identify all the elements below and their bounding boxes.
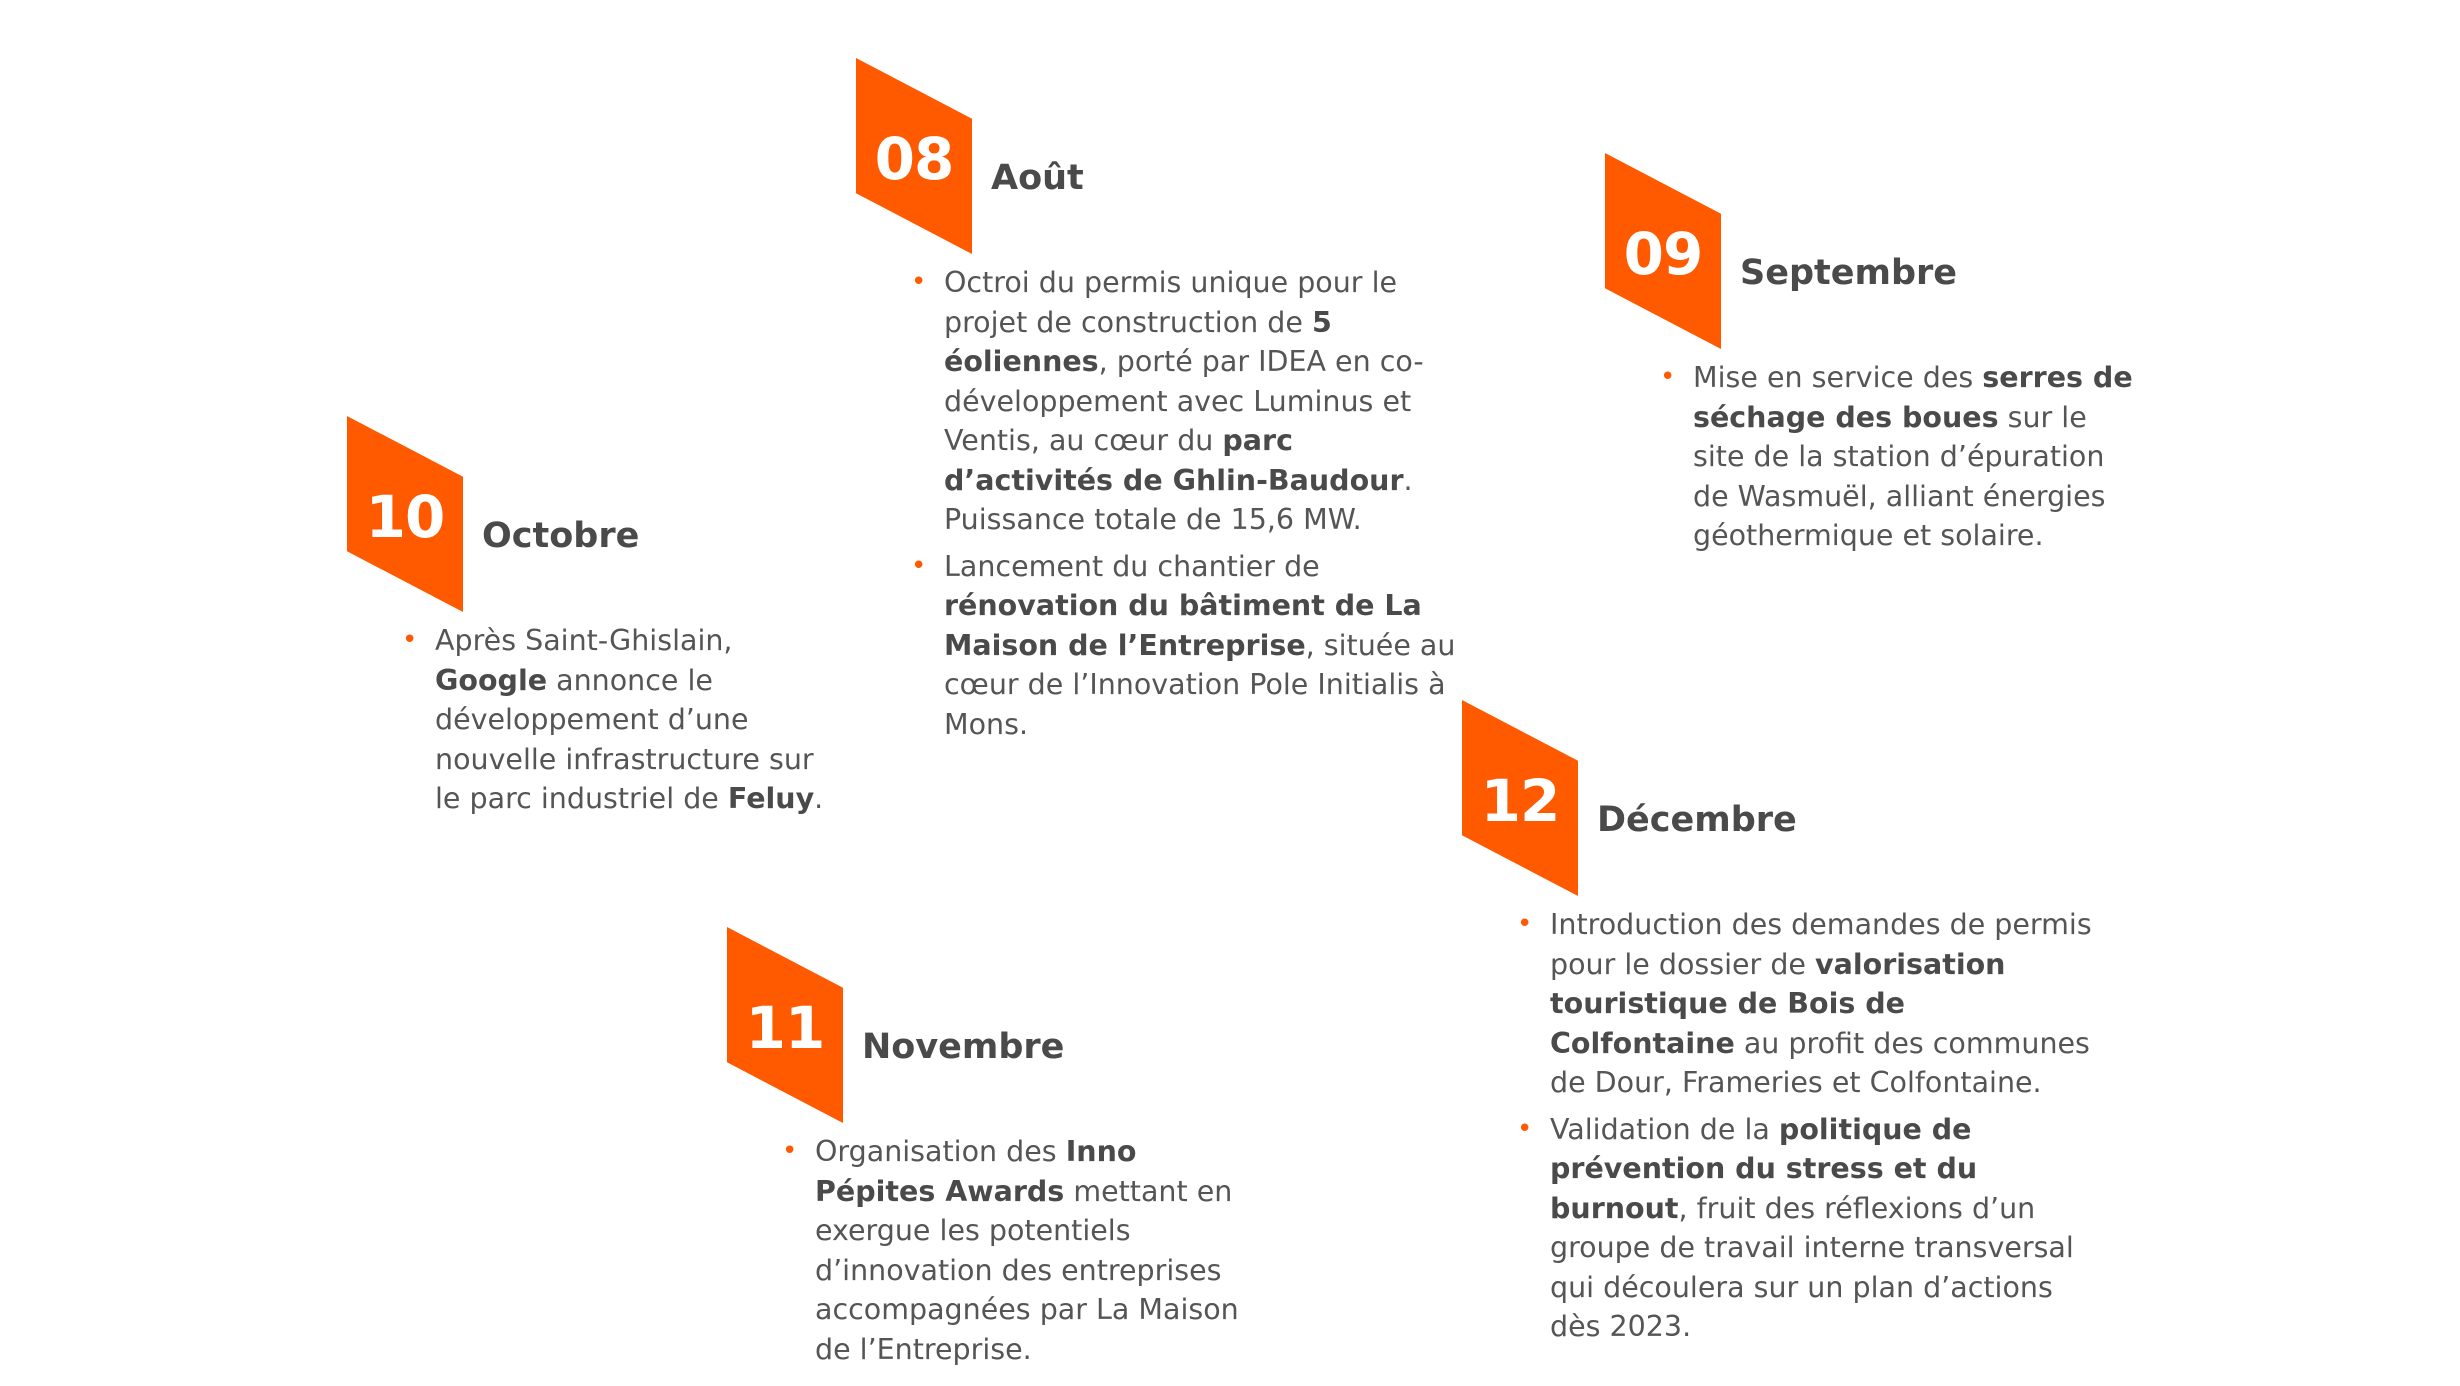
bullet-item (911, 547, 1471, 745)
month-title: Septembre (1740, 253, 1957, 293)
month-number: 11 (745, 994, 825, 1062)
bold-text: rénovation du bâtiment de La Maison de l’Entreprise (944, 589, 1422, 662)
month-title: Octobre (482, 516, 640, 556)
text: mettant en exergue les potentiels d’innovation des entreprises accompagnées par La Maison de l’Entreprise. (815, 1174, 1239, 1366)
bullet-item (1517, 1110, 2092, 1347)
bullet-list (1517, 905, 2092, 1354)
text: Octroi du permis unique pour le projet de construction de (944, 266, 1398, 339)
month-title: Août (991, 158, 1084, 198)
text: . Puissance totale de 15,6 MW. (944, 463, 1413, 536)
month-number: 12 (1480, 767, 1560, 835)
text: Organisation des (815, 1135, 1066, 1168)
bold-text: valorisation touristique de Bois de Colfontaine (1550, 947, 2006, 1060)
text: sur le site de la station d’épuration de Wasmuël, alliant énergies géothermique et solaire. (1693, 400, 2106, 552)
text: Validation de la (1550, 1112, 1779, 1146)
text: au profit des communes de Dour, Frameries et Colfontaine. (1550, 1026, 2090, 1099)
text: , porté par IDEA en co-développement avec Luminus et Ventis, au cœur du (944, 345, 1424, 457)
bullet-item (402, 621, 842, 819)
bold-text: serres de séchage des boues (1693, 361, 2133, 434)
bullet-list (1660, 358, 2135, 563)
text: annonce le développement d’une nouvelle infrastructure sur le parc industriel de (435, 663, 814, 815)
text: Introduction des demandes de permis pour le dossier de (1550, 908, 2092, 981)
bullet-item (911, 263, 1471, 540)
month-title: Novembre (862, 1027, 1065, 1067)
month-number: 08 (874, 125, 954, 193)
month-number: 09 (1623, 220, 1703, 288)
bold-text: politique de prévention du stress et du burnout (1550, 1112, 1978, 1225)
bold-text: Feluy (727, 782, 815, 815)
text: Après Saint-Ghislain, (435, 624, 733, 657)
text: Mise en service des (1693, 361, 1983, 394)
text: . (814, 782, 824, 815)
bullet-list (782, 1132, 1252, 1376)
bullet-item (1660, 358, 2135, 556)
month-title: Décembre (1597, 800, 1797, 840)
bold-text: Google (435, 663, 548, 697)
bold-text: 5 éoliennes (944, 305, 1332, 378)
text: , fruit des réflexions d’un groupe de travail interne transversal qui découlera sur un plan d’actions dès 2023. (1550, 1191, 2074, 1343)
bold-text: Inno Pépites Awards (815, 1135, 1137, 1208)
bullet-item (1517, 905, 2092, 1103)
bullet-list (911, 263, 1471, 751)
month-number: 10 (365, 483, 445, 551)
bullet-list (402, 621, 842, 826)
bold-text: parc d’activités de Ghlin-Baudour (944, 424, 1404, 497)
bullet-item (782, 1132, 1252, 1369)
text: Lancement du chantier de (944, 549, 1320, 583)
text: , située au cœur de l’Innovation Pole Initialis à Mons. (944, 628, 1456, 741)
